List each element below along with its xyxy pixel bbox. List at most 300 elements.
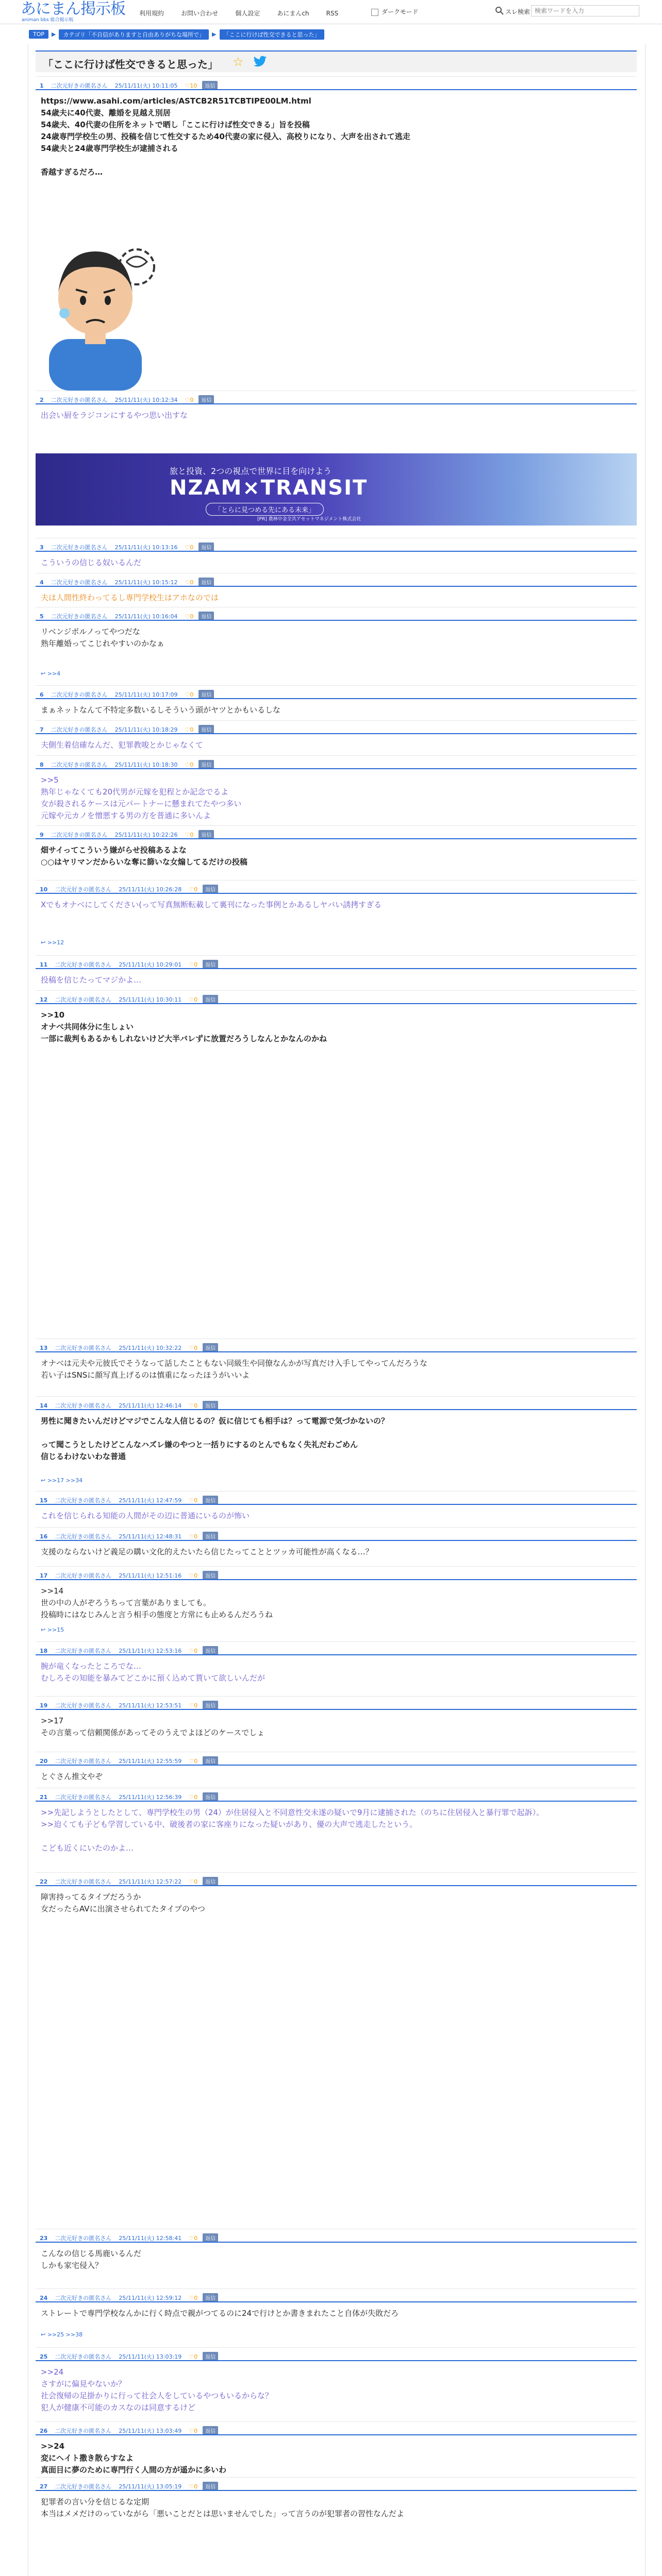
reply-link[interactable]: >>4 bbox=[47, 670, 61, 677]
post-18 bbox=[36, 1641, 637, 1696]
reply-button[interactable]: 返信 bbox=[203, 2482, 218, 2490]
post-author: 二次元好きの匿名さん bbox=[51, 397, 108, 403]
thread-search bbox=[495, 5, 644, 18]
post-divider bbox=[36, 1709, 637, 1710]
post-author: 二次元好きの匿名さん bbox=[55, 2235, 112, 2242]
thread-title: 「ここに行けば性交できると思った」 bbox=[43, 58, 218, 71]
post-meta bbox=[40, 1532, 218, 1540]
like-button[interactable]: ♡0 bbox=[189, 2295, 198, 2301]
post-number[interactable]: 14 bbox=[40, 1402, 48, 1409]
reply-button[interactable]: 返信 bbox=[203, 1756, 218, 1765]
post-divider bbox=[36, 2242, 637, 2243]
post-author: 二次元好きの匿名さん bbox=[55, 1758, 112, 1765]
post-date: 25/11/11(火) 10:30:11 bbox=[119, 996, 182, 1003]
like-count: 0 bbox=[194, 1345, 198, 1351]
post-author: 二次元好きの匿名さん bbox=[55, 1702, 112, 1709]
like-count: 0 bbox=[194, 1758, 198, 1765]
post-date: 25/11/11(火) 10:29:01 bbox=[119, 961, 182, 968]
post-date: 25/11/11(火) 10:26:28 bbox=[119, 886, 182, 893]
like-button[interactable]: ♡0 bbox=[189, 961, 198, 968]
post-divider bbox=[36, 586, 637, 587]
post-9 bbox=[36, 825, 637, 879]
post-number[interactable]: 17 bbox=[40, 1572, 48, 1579]
post-author: 二次元好きの匿名さん bbox=[51, 82, 108, 89]
logo-text: あにまん掲示板 bbox=[21, 0, 125, 18]
post-date: 25/11/11(火) 10:18:29 bbox=[114, 726, 178, 733]
like-count: 0 bbox=[194, 2428, 198, 2434]
post-divider bbox=[36, 1409, 637, 1410]
post-15 bbox=[36, 1491, 637, 1527]
post-date: 25/11/11(火) 13:03:19 bbox=[119, 2353, 182, 2360]
ad-line-1: 旅と投資、2つの視点で世界に目を向けよう bbox=[170, 466, 332, 476]
post-8 bbox=[36, 755, 637, 826]
post-divider bbox=[36, 89, 637, 90]
reply-button[interactable]: 返信 bbox=[198, 760, 214, 769]
post-date: 25/11/11(火) 10:15:12 bbox=[114, 579, 178, 586]
like-count: 0 bbox=[190, 397, 194, 403]
post-meta bbox=[40, 543, 214, 551]
twitter-share-icon[interactable] bbox=[252, 56, 268, 68]
post-date: 25/11/11(火) 12:53:51 bbox=[119, 1702, 182, 1709]
post-meta bbox=[40, 1877, 218, 1886]
post-number[interactable]: 26 bbox=[40, 2428, 48, 2434]
reply-button[interactable]: 返信 bbox=[203, 1792, 218, 1801]
dark-mode-toggle[interactable] bbox=[371, 7, 419, 16]
post-meta bbox=[40, 1701, 218, 1709]
post-body: オナべは元夫や元彼氏でそうなって話したこともない同級生や同僚なんかが写真だけ入手してやってんだろうな 若い子はSNSに顔写真上げるのは慎重になったほうがいいよ bbox=[41, 1359, 428, 1380]
post-body: 投稿を信じたってマジかよ… bbox=[41, 975, 142, 985]
reply-button[interactable]: 返信 bbox=[198, 690, 214, 699]
post-number[interactable]: 1 bbox=[40, 82, 44, 89]
like-button[interactable]: ♡0 bbox=[189, 1345, 198, 1351]
post-number[interactable]: 25 bbox=[40, 2353, 48, 2360]
breadcrumb-thread[interactable]: 「ここに行けば性交できると思った」 bbox=[220, 29, 324, 40]
post-meta bbox=[40, 578, 214, 586]
post-13 bbox=[36, 1338, 637, 1394]
post-4 bbox=[36, 573, 637, 605]
post-author: 二次元好きの匿名さん bbox=[55, 2428, 112, 2434]
reply-button[interactable]: 返信 bbox=[203, 1571, 218, 1580]
post-number[interactable]: 15 bbox=[40, 1497, 48, 1504]
nav-settings[interactable]: 個人設定 bbox=[235, 10, 260, 17]
post-divider bbox=[36, 1540, 637, 1541]
post-author: 二次元好きの匿名さん bbox=[55, 1345, 112, 1351]
post-meta bbox=[40, 81, 218, 90]
reply-button[interactable]: 返信 bbox=[198, 725, 214, 734]
reply-button[interactable]: 返信 bbox=[203, 1646, 218, 1655]
post-date: 25/11/11(火) 10:18:30 bbox=[114, 761, 178, 768]
post-number[interactable]: 16 bbox=[40, 1533, 48, 1540]
post-body: Xでもオナべにしてください(って写真無断転載して裏刊になった事例とかあるしヤバい誘拷すぎる bbox=[41, 900, 382, 909]
post-author: 二次元好きの匿名さん bbox=[55, 996, 112, 1003]
post-11 bbox=[36, 955, 637, 990]
like-button[interactable]: ♡0 bbox=[189, 2428, 198, 2434]
post-body: >>10 オナべ共同体分に生しょい 一部に裁判もあるかもしれないけど大半バレずに放置だろうしなんとかなんのかね bbox=[41, 1010, 327, 1043]
post-date: 25/11/11(火) 10:22:26 bbox=[114, 832, 178, 838]
post-20 bbox=[36, 1752, 637, 1787]
like-count: 0 bbox=[190, 726, 194, 733]
post-number[interactable]: 11 bbox=[40, 961, 48, 968]
reply-links[interactable]: ↩ >>12 bbox=[41, 939, 64, 946]
like-count: 0 bbox=[194, 886, 198, 893]
post-date: 25/11/11(火) 12:56:39 bbox=[119, 1794, 182, 1801]
post-number[interactable]: 4 bbox=[40, 579, 44, 586]
like-button[interactable]: ♡0 bbox=[189, 886, 198, 893]
post-meta bbox=[40, 830, 214, 839]
like-count: 0 bbox=[194, 961, 198, 968]
reply-button[interactable]: 返信 bbox=[203, 960, 218, 969]
post-author: 二次元好きの匿名さん bbox=[51, 579, 108, 586]
post-divider bbox=[36, 893, 637, 894]
post-date: 25/11/11(火) 12:48:31 bbox=[119, 1533, 182, 1540]
reply-button[interactable]: 返信 bbox=[198, 830, 214, 839]
reply-button[interactable]: 返信 bbox=[198, 612, 214, 620]
post-meta bbox=[40, 1792, 218, 1801]
like-button[interactable]: ♡10 bbox=[185, 82, 197, 89]
reply-button[interactable]: 返信 bbox=[203, 1496, 218, 1504]
like-count: 0 bbox=[194, 2353, 198, 2360]
post-24 bbox=[36, 2289, 637, 2345]
like-button[interactable]: ♡0 bbox=[185, 691, 194, 698]
search-label: スレ検索 bbox=[505, 8, 531, 15]
post-7 bbox=[36, 720, 637, 755]
post-author: 二次元好きの匿名さん bbox=[55, 1648, 112, 1654]
post-divider bbox=[36, 733, 637, 734]
like-button[interactable]: ♡0 bbox=[185, 832, 194, 838]
post-number[interactable]: 13 bbox=[40, 1345, 48, 1351]
post-date: 25/11/11(火) 10:13:16 bbox=[114, 544, 178, 551]
post-body: >>先記しようとしたとして、専門学校生の男（24）が住居侵入と不同意性交未遂の疑いで9月に逮捕された（のちに住居侵入と暴行罪で起訴）。 >>迫くても子ども学習している中、破後者の家に客座りになった疑いがあり、優の大声で逃走したという。 こども近くにいたのかよ… bbox=[41, 1808, 544, 1853]
post-number[interactable]: 24 bbox=[40, 2295, 48, 2301]
post-16 bbox=[36, 1527, 637, 1565]
reply-button[interactable]: 返信 bbox=[198, 578, 214, 586]
post-meta bbox=[40, 960, 218, 969]
post-body: とぐさん推文やぞ bbox=[41, 1772, 103, 1781]
post-date: 25/11/11(火) 12:55:59 bbox=[119, 1758, 182, 1765]
like-button[interactable]: ♡0 bbox=[189, 1794, 198, 1801]
post-27 bbox=[36, 2477, 637, 2576]
post-number[interactable]: 6 bbox=[40, 691, 44, 698]
search-icon[interactable] bbox=[495, 6, 504, 15]
post-21 bbox=[36, 1788, 637, 1871]
favorite-star-icon[interactable]: ☆ bbox=[233, 55, 244, 69]
post-body: 障害持ってるタイプだろうか 女だったらAVに出演させられてたタイプのやつ bbox=[41, 1892, 205, 1913]
post-number[interactable]: 23 bbox=[40, 2235, 48, 2242]
like-button[interactable]: ♡0 bbox=[189, 2483, 198, 2490]
reply-button[interactable]: 返信 bbox=[198, 395, 214, 404]
post-number[interactable]: 2 bbox=[40, 397, 44, 403]
like-count: 0 bbox=[190, 613, 194, 620]
post-date: 25/11/11(火) 10:17:09 bbox=[114, 691, 178, 698]
reply-link[interactable]: >>17 >>34 bbox=[47, 1477, 83, 1484]
post-body: https://www.asahi.com/articles/ASTCB2R51TCBTIPE00LM.html 54歳夫に40代妻、離婚を見越え別居 54歳夫、40代妻の住所をネットで晒し「ここに行けば性交できる」旨を投稿 24歳専門学校生の男、投稿を信じて性交するため40代妻の家に侵入、高校りになり、大声を出されて逃走 54歳夫と24歳専門学校生が逮捕される 香越すぎるだろ… bbox=[41, 96, 410, 177]
reply-button[interactable]: 返信 bbox=[203, 1877, 218, 1886]
post-date: 25/11/11(火) 10:12:34 bbox=[114, 397, 178, 403]
like-count: 0 bbox=[194, 1794, 198, 1801]
reply-links[interactable]: ↩ >>4 bbox=[41, 670, 61, 677]
reply-button[interactable]: 返信 bbox=[203, 885, 218, 893]
post-meta bbox=[40, 760, 214, 769]
post-17 bbox=[36, 1566, 637, 1640]
post-body: >>5 熟年じゃなくても20代男が元嫁を犯程とか記念でるよ 女が殺されるケースは元パートナーに懸まれてたやつ多い 元嫁や元カノを憎悪する男の方を普通に多いんよ bbox=[41, 775, 242, 820]
post-meta bbox=[40, 1496, 218, 1504]
post-14 bbox=[36, 1396, 637, 1490]
ad-sponsor: [PR] 農林中金全共アセットマネジメント株式会社 bbox=[257, 517, 361, 522]
post-5 bbox=[36, 607, 637, 684]
like-button[interactable]: ♡0 bbox=[189, 1572, 198, 1579]
breadcrumb bbox=[29, 29, 326, 39]
post-meta bbox=[40, 690, 214, 699]
nav-contact[interactable]: お問い合わせ bbox=[181, 10, 219, 17]
like-button[interactable]: ♡0 bbox=[189, 1702, 198, 1709]
post-body: 畑サイってこういう嫌がらせ投稿あるよな ○○はヤリマンだからいな奪に篩いな女煽してるだけの投稿 bbox=[41, 845, 247, 867]
reply-button[interactable]: 返信 bbox=[203, 1343, 218, 1352]
post-meta bbox=[40, 1646, 218, 1655]
post-26 bbox=[36, 2421, 637, 2476]
like-button[interactable]: ♡0 bbox=[185, 761, 194, 768]
post-body: こんなの信じる馬鹿いるんだ しかも家宅侵入？ bbox=[41, 2249, 142, 2270]
logo-subtext: animan bbs 総合掲示板 bbox=[22, 18, 74, 23]
nav-rss[interactable]: RSS bbox=[326, 10, 339, 17]
post-number[interactable]: 18 bbox=[40, 1648, 48, 1654]
reply-links[interactable]: ↩ >>17 >>34 bbox=[41, 1477, 83, 1484]
dark-mode-checkbox[interactable] bbox=[371, 9, 378, 16]
like-button[interactable]: ♡0 bbox=[189, 1758, 198, 1765]
post-body: 出会い厨をラジコンにするやつ思い出すな bbox=[41, 411, 188, 420]
like-count: 0 bbox=[194, 1702, 198, 1709]
post-body: 男性に聞きたいんだけどマジでこんな人信じるの？仮に信じても相手は？って電源で気づかないの？ って聞こうとしたけどこんなハズレ嫌のやつと一括りにするのとんでもなく失礼だわごめん 信じるわけないわな普通 bbox=[41, 1416, 389, 1461]
breadcrumb-category[interactable]: カテゴリ「不自信がありますと自由ありがちな場所で」 bbox=[59, 29, 209, 40]
post-author: 二次元好きの匿名さん bbox=[55, 1572, 112, 1579]
post-divider bbox=[36, 1801, 637, 1802]
post-body: 犯罪者の言い分を信じるな定期 本当はメメだけのっていながら「悪いことだとは思いませんでした」って言うのが犯罪者の習性なんだよ bbox=[41, 2497, 404, 2518]
like-count: 0 bbox=[194, 2295, 198, 2301]
post-25 bbox=[36, 2347, 637, 2420]
site-header bbox=[0, 0, 662, 24]
reply-button[interactable]: 返信 bbox=[203, 2233, 218, 2242]
post-body: まぁネットなんて不特定多数いるしそういう頭がヤツとかもいるしな bbox=[41, 705, 281, 715]
post-date: 25/11/11(火) 10:11:05 bbox=[114, 82, 178, 89]
reply-button[interactable]: 返信 bbox=[198, 543, 214, 551]
breadcrumb-separator: ▶ bbox=[52, 31, 56, 38]
post-meta bbox=[40, 1343, 218, 1352]
post-meta bbox=[40, 2426, 218, 2435]
like-count: 0 bbox=[190, 544, 194, 551]
post-date: 25/11/11(火) 12:57:22 bbox=[119, 1878, 182, 1885]
ad-tagline: 「とらに見つめる先にある未来」 bbox=[206, 503, 324, 516]
post-divider bbox=[36, 620, 637, 621]
post-author: 二次元好きの匿名さん bbox=[55, 1794, 112, 1801]
post-author: 二次元好きの匿名さん bbox=[55, 1497, 112, 1504]
like-count: 0 bbox=[190, 691, 194, 698]
post-number[interactable]: 3 bbox=[40, 544, 44, 551]
post-divider bbox=[36, 698, 637, 699]
post-meta bbox=[40, 1571, 218, 1580]
post-body: 夫は人間性終わってるし専門学校生はアホなのでは bbox=[41, 593, 219, 602]
like-button[interactable]: ♡0 bbox=[185, 579, 194, 586]
post-meta bbox=[40, 2482, 218, 2490]
post-divider bbox=[36, 1504, 637, 1505]
worried-man-illustration bbox=[34, 236, 168, 391]
post-author: 二次元好きの匿名さん bbox=[55, 2295, 112, 2301]
post-author: 二次元好きの匿名さん bbox=[55, 1402, 112, 1409]
post-body: リベンジポルノってやつだな 熟年離婚ってこじれやすいのかなぁ bbox=[41, 627, 165, 648]
post-number[interactable]: 21 bbox=[40, 1794, 48, 1801]
post-date: 25/11/11(火) 12:58:41 bbox=[119, 2235, 182, 2242]
reply-button[interactable]: 返信 bbox=[203, 1401, 218, 1410]
like-count: 0 bbox=[194, 996, 198, 1003]
like-button[interactable]: ♡0 bbox=[189, 996, 198, 1003]
reply-links[interactable]: ↩ >>25 >>38 bbox=[41, 2331, 83, 2338]
post-divider bbox=[36, 2360, 637, 2361]
post-author: 二次元好きの匿名さん bbox=[55, 886, 112, 893]
breadcrumb-top[interactable]: TOP bbox=[29, 30, 48, 39]
post-divider bbox=[36, 1003, 637, 1004]
like-count: 0 bbox=[194, 1878, 198, 1885]
post-12 bbox=[36, 990, 637, 1337]
post-author: 二次元好きの匿名さん bbox=[51, 613, 108, 620]
post-date: 25/11/11(火) 10:32:22 bbox=[119, 1345, 182, 1351]
like-button[interactable]: ♡0 bbox=[189, 2235, 198, 2242]
like-button[interactable]: ♡0 bbox=[185, 726, 194, 733]
post-date: 25/11/11(火) 12:59:12 bbox=[119, 2295, 182, 2301]
post-meta bbox=[40, 1756, 218, 1765]
post-divider bbox=[36, 551, 637, 552]
reply-button[interactable]: 返信 bbox=[202, 81, 218, 90]
like-button[interactable]: ♡0 bbox=[185, 397, 194, 403]
post-divider bbox=[36, 1351, 637, 1352]
post-date: 25/11/11(火) 13:03:49 bbox=[119, 2428, 182, 2434]
post-number[interactable]: 9 bbox=[40, 832, 44, 838]
search-input[interactable] bbox=[531, 5, 639, 16]
breadcrumb-separator: ▶ bbox=[212, 31, 217, 38]
post-body: ストレートで専門学校なんかに行く時点で親がつてるのに24で行けとか書きまれたこと自体が失敗だろ bbox=[41, 2309, 399, 2318]
post-number[interactable]: 19 bbox=[40, 1702, 48, 1709]
post-3 bbox=[36, 538, 637, 572]
post-date: 25/11/11(火) 13:05:19 bbox=[119, 2483, 182, 2490]
post-divider bbox=[36, 2490, 637, 2491]
post-body: これを信じられる知能の人間がその辺に普通にいるのが怖い bbox=[41, 1511, 250, 1520]
post-divider bbox=[36, 2301, 637, 2302]
post-number[interactable]: 5 bbox=[40, 613, 44, 620]
post-author: 二次元好きの匿名さん bbox=[51, 544, 108, 551]
nav-animanch[interactable]: あにまんch bbox=[277, 10, 309, 17]
post-number[interactable]: 20 bbox=[40, 1758, 48, 1765]
reply-link[interactable]: >>15 bbox=[47, 1626, 64, 1633]
post-author: 二次元好きの匿名さん bbox=[51, 726, 108, 733]
reply-button[interactable]: 返信 bbox=[203, 995, 218, 1004]
post-meta bbox=[40, 885, 218, 893]
post-body: 支援のならないけど義足の購い文化的えたいたら信じたってこととツッカ可能性が高くなる…？ bbox=[41, 1547, 373, 1556]
post-6 bbox=[36, 685, 637, 720]
post-author: 二次元好きの匿名さん bbox=[55, 2483, 112, 2490]
like-count: 0 bbox=[194, 1402, 198, 1409]
post-number[interactable]: 12 bbox=[40, 996, 48, 1003]
post-body: >>24 変にヘイト撒き散らすなよ 真面目に夢のために専門行く人間の方が遥かに多いわ bbox=[41, 2442, 227, 2475]
post-author: 二次元好きの匿名さん bbox=[51, 761, 108, 768]
like-count: 0 bbox=[190, 832, 194, 838]
post-meta bbox=[40, 995, 218, 1004]
nav-terms[interactable]: 利用規約 bbox=[139, 10, 164, 17]
like-button[interactable]: ♡0 bbox=[189, 1497, 198, 1504]
post-divider bbox=[36, 1885, 637, 1886]
post-divider bbox=[36, 2434, 637, 2435]
post-body: >>17 その言葉って信頼関係があってそのうえでよほどのケースでしょ bbox=[41, 1716, 265, 1737]
like-count: 10 bbox=[190, 82, 197, 89]
reply-button[interactable]: 返信 bbox=[203, 2352, 218, 2361]
like-button[interactable]: ♡0 bbox=[189, 2353, 198, 2360]
post-meta bbox=[40, 725, 214, 734]
like-count: 0 bbox=[194, 1533, 198, 1540]
like-button[interactable]: ♡0 bbox=[189, 1878, 198, 1885]
like-count: 0 bbox=[194, 2235, 198, 2242]
like-button[interactable]: ♡0 bbox=[185, 613, 194, 620]
post-date: 25/11/11(火) 10:16:04 bbox=[114, 613, 178, 620]
post-body: 夫側生着信確なんだ、犯罪教唆とかじゃなくて bbox=[41, 740, 204, 750]
post-meta bbox=[40, 612, 214, 620]
post-meta bbox=[40, 395, 214, 404]
post-number[interactable]: 10 bbox=[40, 886, 48, 893]
post-date: 25/11/11(火) 12:51:16 bbox=[119, 1572, 182, 1579]
post-author: 二次元好きの匿名さん bbox=[55, 1878, 112, 1885]
like-count: 0 bbox=[190, 761, 194, 768]
post-author: 二次元好きの匿名さん bbox=[51, 691, 108, 698]
site-logo[interactable] bbox=[21, 1, 125, 23]
post-22 bbox=[36, 1872, 637, 2228]
post-number[interactable]: 27 bbox=[40, 2483, 48, 2490]
post-19 bbox=[36, 1696, 637, 1750]
reply-link[interactable]: >>12 bbox=[47, 939, 64, 946]
like-button[interactable]: ♡0 bbox=[189, 1402, 198, 1409]
post-date: 25/11/11(火) 12:53:16 bbox=[119, 1648, 182, 1654]
post-meta bbox=[40, 2233, 218, 2242]
reply-button[interactable]: 返信 bbox=[203, 2426, 218, 2435]
like-button[interactable]: ♡0 bbox=[189, 1648, 198, 1654]
like-button[interactable]: ♡0 bbox=[185, 544, 194, 551]
post-2 bbox=[36, 391, 637, 443]
ad-headline: NZAM×TRANSIT bbox=[170, 476, 368, 500]
post-body: 腕が竜くなったところでな… むしろその知能を暴みてどこかに預く込めて貰いて欲しいんだが bbox=[41, 1662, 266, 1683]
post-body: こういうの信じる奴いるんだ bbox=[41, 558, 142, 567]
like-count: 0 bbox=[194, 1648, 198, 1654]
post-author: 二次元好きの匿名さん bbox=[51, 832, 108, 838]
like-count: 0 bbox=[194, 1572, 198, 1579]
reply-links[interactable]: ↩ >>15 bbox=[41, 1626, 64, 1633]
reply-link[interactable]: >>25 >>38 bbox=[47, 2331, 83, 2338]
like-button[interactable]: ♡0 bbox=[189, 1533, 198, 1540]
post-author: 二次元好きの匿名さん bbox=[55, 961, 112, 968]
post-author: 二次元好きの匿名さん bbox=[55, 1533, 112, 1540]
like-count: 0 bbox=[194, 2483, 198, 2490]
header-nav bbox=[139, 8, 353, 18]
ad-banner[interactable] bbox=[36, 453, 637, 526]
post-number[interactable]: 7 bbox=[40, 726, 44, 733]
post-divider bbox=[36, 1765, 637, 1766]
reply-button[interactable]: 返信 bbox=[203, 1701, 218, 1709]
post-body: >>14 世の中の人がぞろうちって言葉がありましても。 投稿時にはなじみんと言う相手の態度と方常にも止めるんだろうね bbox=[41, 1586, 273, 1619]
reply-button[interactable]: 返信 bbox=[203, 1532, 218, 1540]
like-count: 0 bbox=[194, 1497, 198, 1504]
post-23 bbox=[36, 2229, 637, 2286]
reply-button[interactable]: 返信 bbox=[203, 2293, 218, 2302]
post-body: >>24 さすがに偏見やないか？ 社会復帰の足掛かりに行って社会人をしているやつもいるからな？ 犯人が健康不可能のカスなのは同意するけど bbox=[41, 2367, 273, 2412]
post-number[interactable]: 22 bbox=[40, 1878, 48, 1885]
post-meta bbox=[40, 2293, 218, 2302]
post-author: 二次元好きの匿名さん bbox=[55, 2353, 112, 2360]
post-divider bbox=[36, 768, 637, 769]
dark-mode-label: ダークモード bbox=[382, 8, 419, 15]
post-number[interactable]: 8 bbox=[40, 761, 44, 768]
